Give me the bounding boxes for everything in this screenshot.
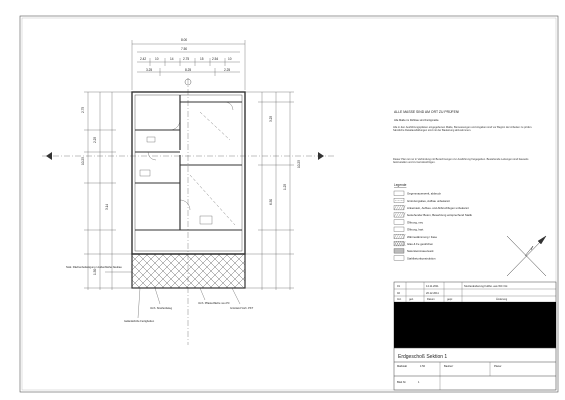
legend-swatch (394, 256, 404, 260)
dim-total: 8.00 (181, 38, 188, 42)
legend-swatch (394, 241, 404, 246)
legend-swatch (394, 191, 404, 196)
dim-row2-2: 8.25 (185, 68, 192, 72)
notes-heading: ALLE MASSE SIND AM ORT ZU PRÜFEN! (394, 110, 460, 114)
rev-header-aenderung: Änderung (496, 298, 508, 301)
dim-row-5: 15 (200, 57, 204, 61)
legend-item-label: Glas & Fe gestrichen (407, 242, 434, 246)
legend-item-label: Gründungskies, Aufbau unbekannt (407, 198, 450, 203)
plan-note-b4: Geländehöhe Fertigboden (124, 320, 155, 323)
legend-item-label: Natursteinmauerwerk (407, 249, 434, 254)
legend-swatch (394, 205, 404, 210)
title-block (394, 282, 556, 390)
rev-header-gez: gez. (409, 298, 414, 301)
dim-row-4: 2.75 (183, 57, 190, 61)
scale-value: 1:50 (420, 365, 426, 368)
left-dim-1: 2.75 (81, 106, 85, 113)
right-dim-2: 1.25 (283, 183, 287, 190)
planer-label: Planer (494, 365, 502, 368)
legend-item-label: Ankerstein, Aufbau- und Abbruchfugen unbekannt (407, 206, 469, 210)
drawing-title: Erdgeschoß Sektion 1 (398, 354, 448, 360)
dim-row-3: 14 (170, 57, 174, 61)
legend-swatch (394, 227, 404, 232)
left-dim-5: 1.50 (93, 268, 97, 275)
rev-idx-2: 02 (397, 292, 400, 295)
legend-swatch (394, 220, 404, 225)
plan-note-b3: Grünland Vorh. PKT (230, 307, 254, 310)
legend-item-label: bestehender Beton, Bewehrung entsprechend Statik (407, 213, 472, 218)
scale-label: Maßstab (397, 365, 408, 368)
notes-sub: Alle Maße im Rohbau sind Fertigmaße. (394, 119, 440, 122)
rev-date-1: 14.11.2011 (426, 285, 439, 288)
right-dim-1: 3.25 (269, 115, 273, 122)
left-dim-4: 3.14 (105, 203, 109, 210)
legend (394, 183, 472, 260)
dim-row2-3: 2.25 (224, 68, 231, 72)
legend-swatch (394, 234, 404, 239)
legend-item-label: Öffnung, neu (407, 220, 424, 225)
legend-swatch (394, 249, 404, 254)
notes-para-1: Alle in den Ausführungsplänen eingegebenen Maße, Bemessungen und Angaben sind vor Beginn der Arbeiten zu prüfen. Sämtliche Detailausbildungen sind mit der Bauleitung abzustimmen. (393, 126, 533, 133)
dim-row-7: 10 (228, 57, 232, 61)
legend-item-label: Gegenmauerwerk, abbruch (407, 191, 441, 196)
hatched-slab (132, 254, 245, 288)
left-dim-2: 2.25 (93, 136, 97, 143)
dim-row-6: 2.54 (212, 57, 219, 61)
dim-row-1: 2.42 (140, 57, 147, 61)
dim-row-2: 10 (155, 57, 159, 61)
legend-item-label: Öffnung, hart (407, 227, 424, 232)
floor-plan (42, 40, 335, 345)
legend-item-label: Stahlbetonkonstruktion (407, 256, 436, 261)
dim-inner: 7.50 (181, 47, 188, 51)
dim-row2-1: 3.25 (146, 68, 153, 72)
legend-title: Legende (394, 183, 407, 187)
redacted-block (394, 302, 556, 348)
right-dim-3: 6.50 (269, 198, 273, 205)
sheet-number: 1 (418, 381, 420, 384)
rev-idx-1: 01 (397, 285, 400, 288)
rev-header-datum: Datum (427, 298, 435, 301)
plan-note-b2: Vorh. Pflasterfläche neu Ptl (198, 302, 230, 305)
rev-header-gepr: gepr. (447, 298, 453, 301)
rev-date-2: 20.12.2011 (426, 292, 439, 295)
sheet-label: Blatt Nr. (397, 381, 407, 384)
plan-note-left: Notk. Flächenbefestigung / Außenfläche Neubau (66, 266, 122, 269)
legend-item-label: Wärmedämmung / Fase (407, 234, 437, 239)
north-arrow-icon (507, 236, 546, 276)
rev-text-1: Stutzenänderung Fußbo..aus WC Ost (464, 285, 508, 288)
plan-note-b1: Vorh. Streifenbeleg (150, 307, 173, 310)
left-dim-3: 10.25 (81, 157, 85, 165)
bauherr-label: Bauherr (444, 365, 454, 368)
right-dim-4: 10.25 (297, 160, 301, 168)
rev-header-ind: Ind. (397, 298, 402, 301)
notes-para-2: Dieser Plan ist nur in Verbindung mit Berechnungen zur Ausführung freigegeben. Bestehende Leitungen sind bauseits festzustellen und zu berücksichtigen. (393, 158, 529, 165)
legend-swatch (394, 213, 404, 218)
